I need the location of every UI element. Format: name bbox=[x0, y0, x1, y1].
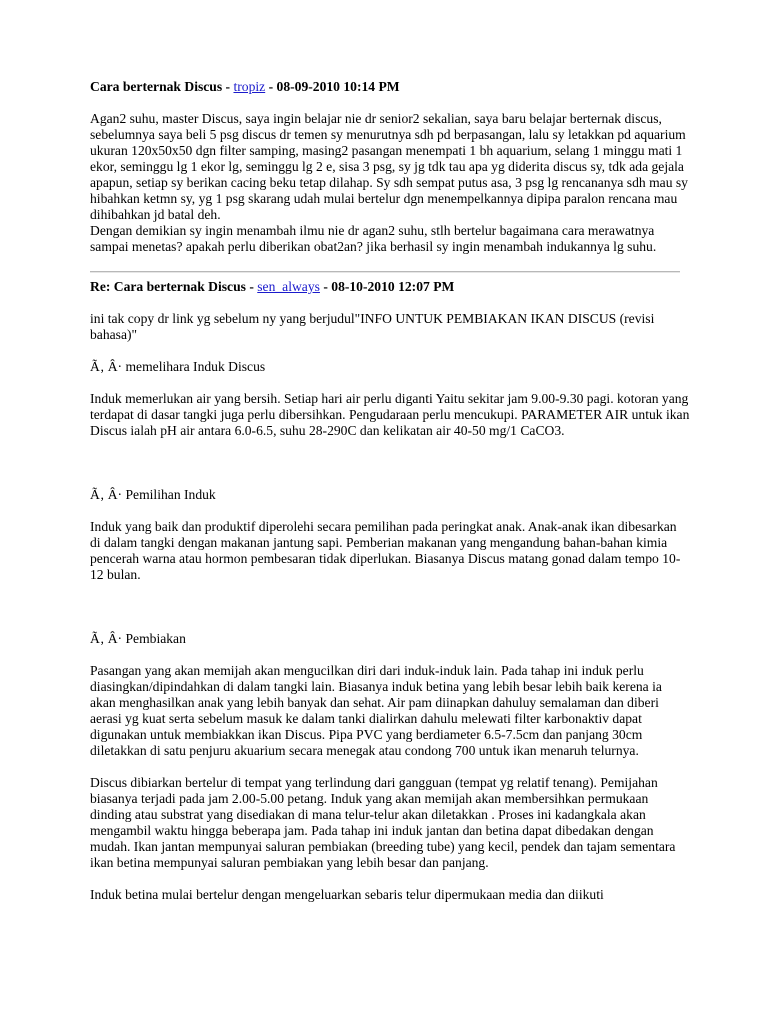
post-date: 08-09-2010 10:14 PM bbox=[276, 79, 400, 94]
section-heading: Ã‚ Â· Pembiakan bbox=[90, 631, 186, 646]
post-header: Cara berternak Discus - tropiz - 08-09-2010 10:14 PM bbox=[90, 79, 400, 94]
post-author-link[interactable]: tropiz bbox=[233, 79, 266, 94]
section-heading: Ã‚ Â· Pemilihan Induk bbox=[90, 487, 216, 502]
post-intro: ini tak copy dr link yg sebelum ny yang berjudul"INFO UNTUK PEMBIAKAN IKAN DISCUS (revisi bahasa)" bbox=[90, 311, 655, 342]
section-paragraph: Induk yang baik dan produktif diperolehi secara pemilihan pada peringkat anak. Anak-anak ikan dibesarkan di dalam tangki dengan makanan jantung sapi. Pemberian makanan yang mengandung bahan-bahan kimia pencerah warna atau hormon pembesaran tidak diperlukan. Biasanya Discus matang gonad dalam tempo 10-12 bulan. bbox=[90, 519, 681, 582]
post-title: Cara berternak Discus bbox=[90, 79, 223, 94]
post-date: 08-10-2010 12:07 PM bbox=[331, 279, 455, 294]
post-author-link[interactable]: sen_always bbox=[257, 279, 320, 294]
section-paragraph: Induk memerlukan air yang bersih. Setiap hari air perlu diganti Yaitu sekitar jam 9.00-9.30 pagi. kotoran yang terdapat di dasar tangki juga perlu dibersihkan. Pengudaraan perlu mencukupi. PARAMETER AIR untuk ikan Discus ialah pH air antara 6.0-6.5, suhu 28-290C dan kelikatan air 40-50 mg/1 CaCO3. bbox=[90, 391, 690, 438]
post-body-paragraph: Dengan demikian sy ingin menambah ilmu nie dr agan2 suhu, stlh bertelur bagaimana cara merawatnya sampai menetas? apakah perlu diberikan obat2an? jika berhasil sy ingin menambah indukannya lg suhu. bbox=[90, 223, 657, 254]
post-title: Re: Cara berternak Discus bbox=[90, 279, 246, 294]
section-heading: Ã‚ Â· memelihara Induk Discus bbox=[90, 359, 266, 374]
section-paragraph: Discus dibiarkan bertelur di tempat yang terlindung dari gangguan (tempat yg relatif tenang). Pemijahan biasanya terjadi pada jam 2.00-5.00 petang. Induk yang akan memijah akan membersihkan permukaan dinding atau substrat yang disediakan di mana telur-telur akan diletakkan . Proses ini kadangkala akan mengambil waktu hingga beberapa jam. Pada tahap ini induk jantan dan betina dapat dibedakan dengan mudah. Ikan jantan mempunyai saluran pembiakan (breeding tube) yang kecil, pendek dan tajam sementara ikan betina mempunyai saluran pembiakan yang lebih besar dan panjang. bbox=[90, 775, 676, 870]
post-header: Re: Cara berternak Discus - sen_always - 08-10-2010 12:07 PM bbox=[90, 279, 455, 294]
post-body-paragraph: Agan2 suhu, master Discus, saya ingin belajar nie dr senior2 sekalian, saya baru belajar berternak discus, sebelumnya saya beli 5 psg discus dr temen sy menurutnya sdh pd berpasangan, lalu sy letakkan pd aquarium ukuran 120x50x50 dgn filter samping, masing2 pasangan menempati 1 bh aquarium, selang 1 minggu mati 1 ekor, seminggu lg 1 ekor lg, seminggu lg 2 e, sisa 3 psg, sy jg tdk tau apa yg diderita discus sy, tdk ada gejala apapun, setiap sy berikan cacing beku tetap dilahap. Sy sdh sempat putus asa, 3 psg lg rencananya sdh mau sy hibahkan ketmn sy, yg 1 psg skarang udah mulai bertelur dgn menempelkannya dipipa paralon rencana mau dihibahkan jd batal deh. bbox=[90, 111, 688, 222]
forum-thread bbox=[90, 79, 690, 903]
section-paragraph: Induk betina mulai bertelur dengan mengeluarkan sebaris telur dipermukaan media dan diikuti bbox=[90, 887, 604, 902]
section-paragraph: Pasangan yang akan memijah akan mengucilkan diri dari induk-induk lain. Pada tahap ini induk perlu diasingkan/dipindahkan di dalam tangki lain. Biasanya induk betina yang lebih besar lebih baik kerena ia akan menghasilkan anak yang lebih banyak dan sehat. Air pam diinapkan dahuluy semalaman dan diberi aerasi yg kuat serta sebelum masuk ke dalam tanki dialirkan dahulu melewati filter karbonaktiv dapat digunakan untuk membiakkan ikan Discus. Pipa PVC yang berdiameter 6.5-7.5cm dan panjang 30cm diletakkan di satu penjuru akuarium secara menegak atau condong 700 untuk ikan menaruh telurnya. bbox=[90, 663, 662, 758]
